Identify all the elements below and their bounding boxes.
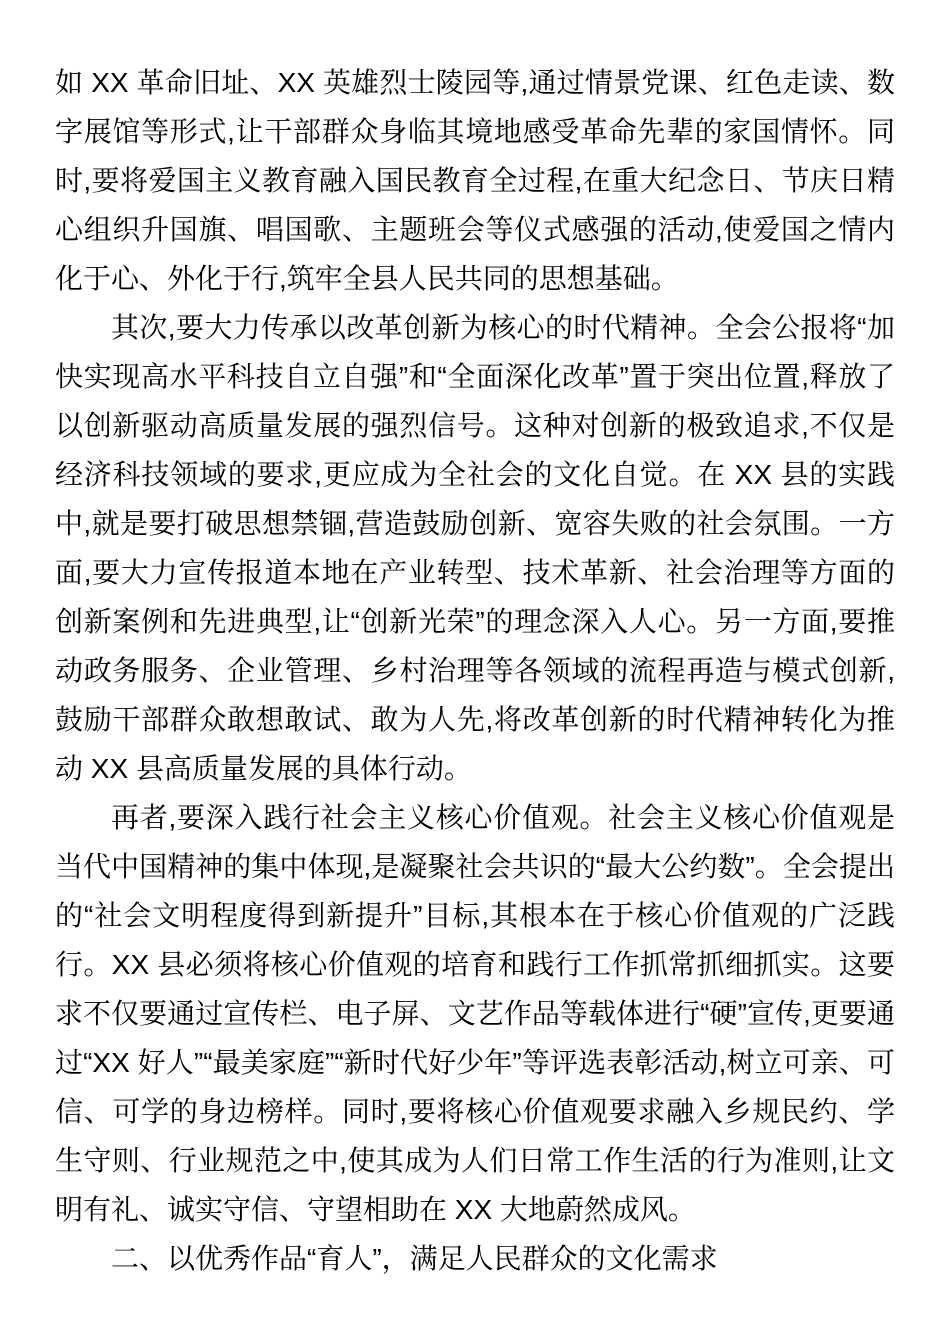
body-paragraph: 其次,要大力传承以改革创新为核心的时代精神。全会公报将“加快实现高水平科技自立自强”和“全面深化改革”置于突出位置,释放了以创新驱动高质量发展的强烈信号。这种对创新的极致追求,不仅是经济科技领域的要求,更应成为全社会的文化自觉。在 XX 县的实践中,就是要打破思想禁锢,营造鼓励创新、宽容失败的社会氛围。一方面,要大力宣传报道本地在产业转型、技术革新、社会治理等方面的创新案例和先进典型,让“创新光荣”的理念深入人心。另一方面,要推动政务服务、企业管理、乡村治理等各领域的流程再造与模式创新,鼓励干部群众敢想敢试、敢为人先,将改革创新的时代精神转化为推动 XX 县高质量发展的具体行动。 — [55, 312, 895, 784]
section-heading: 二、以优秀作品“育人”，满足人民群众的文化需求 — [111, 1243, 718, 1274]
document-body — [55, 58, 895, 1283]
body-paragraph: 如 XX 革命旧址、XX 英雄烈士陵园等,通过情景党课、红色走读、数字展馆等形式,让干部群众身临其境地感受革命先辈的家国情怀。同时,要将爱国主义教育融入国民教育全过程,在重大纪念日、节庆日精心组织升国旗、唱国歌、主题班会等仪式感强的活动,使爱国之情内化于心、外化于行,筑牢全县人民共同的思想基础。 — [55, 67, 895, 294]
body-paragraph: 再者,要深入践行社会主义核心价值观。社会主义核心价值观是当代中国精神的集中体现,是凝聚社会共识的“最大公约数”。全会提出的“社会文明程度得到新提升”目标,其根本在于核心价值观的广泛践行。XX 县必须将核心价值观的培育和践行工作抓常抓细抓实。这要求不仅要通过宣传栏、电子屏、文艺作品等载体进行“硬”宣传,更要通过“XX 好人”“最美家庭”“新时代好少年”等评选表彰活动,树立可亲、可信、可学的身边榜样。同时,要将核心价值观要求融入乡规民约、学生守则、行业规范之中,使其成为人们日常工作生活的行为准则,让文明有礼、诚实守信、守望相助在 XX 大地蔚然成风。 — [55, 802, 895, 1225]
